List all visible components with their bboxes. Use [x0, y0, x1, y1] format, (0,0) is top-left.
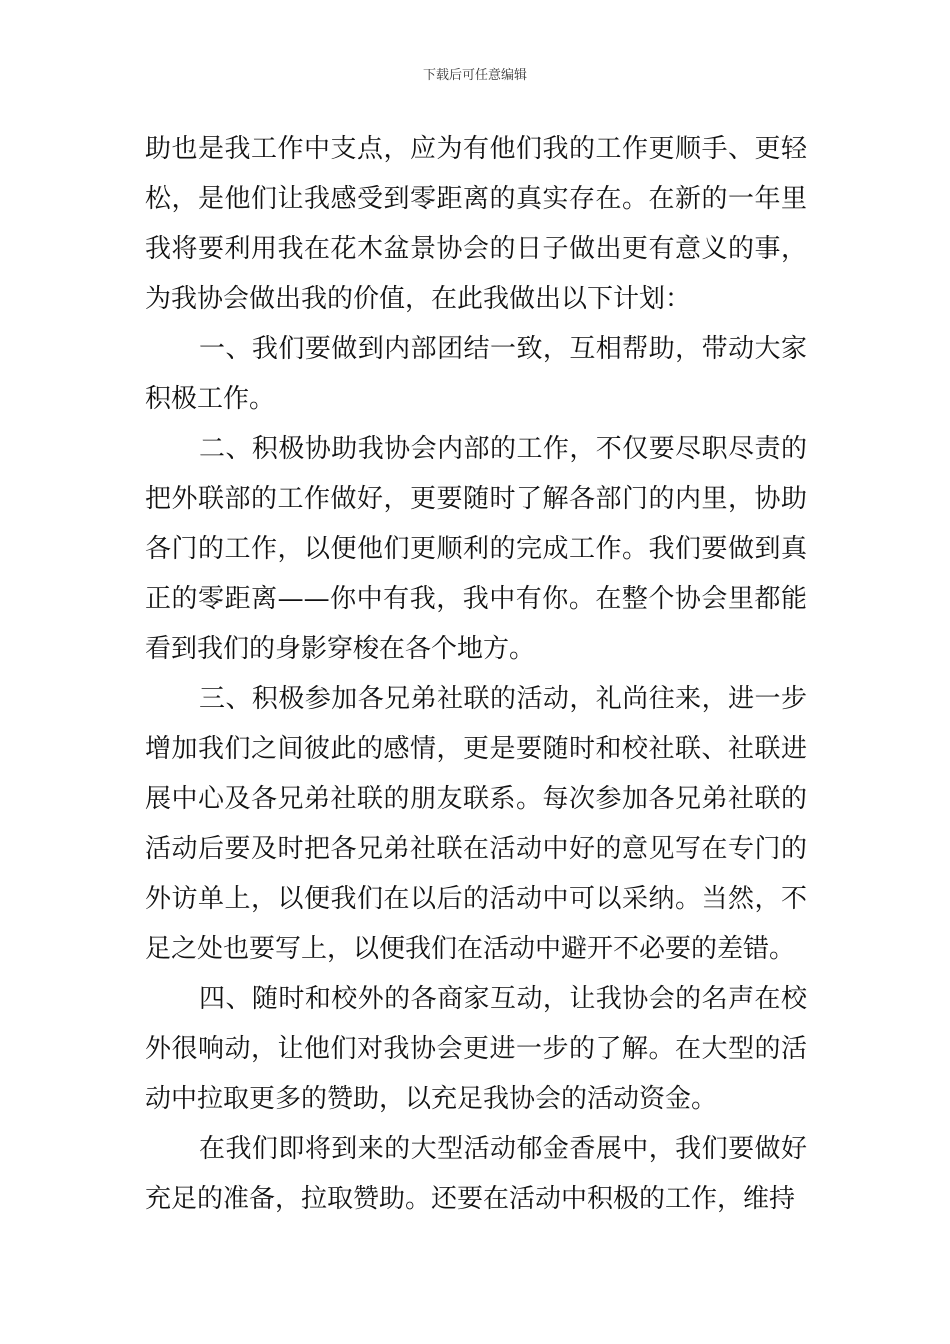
paragraph-plan-2: 二、积极协助我协会内部的工作，不仅要尽职尽责的把外联部的工作做好，更要随时了解各部门的内里，协助各门的工作，以便他们更顺利的完成工作。我们要做到真正的零距离——你中有我，我中有你。在整个协会里都能看到我们的身影穿梭在各个地方。 — [145, 434, 807, 664]
paragraph-plan-3: 三、积极参加各兄弟社联的活动，礼尚往来，进一步增加我们之间彼此的感情，更是要随时和校社联、社联进展中心及各兄弟社联的朋友联系。每次参加各兄弟社联的活动后要及时把各兄弟社联在活动中好的意见写在专门的外访单上，以便我们在以后的活动中可以采纳。当然，不足之处也要写上，以便我们在活动中避开不必要的差错。 — [145, 684, 807, 964]
paragraph-plan-4: 四、随时和校外的各商家互动，让我协会的名声在校外很响动，让他们对我协会更进一步的了解。在大型的活动中拉取更多的赞助，以充足我协会的活动资金。 — [145, 984, 807, 1114]
paragraph-tulip-exhibition: 在我们即将到来的大型活动郁金香展中，我们要做好充足的准备，拉取赞助。还要在活动中积极的工作，维持 — [145, 1134, 807, 1214]
paragraph-plan-1: 一、我们要做到内部团结一致，互相帮助，带动大家积极工作。 — [145, 334, 807, 414]
header-note: 下载后可任意编辑 — [422, 68, 527, 83]
document-body — [145, 124, 807, 1224]
paragraph-continuation: 助也是我工作中支点，应为有他们我的工作更顺手、更轻松，是他们让我感受到零距离的真实存在。在新的一年里我将要利用我在花木盆景协会的日子做出更有意义的事，为我协会做出我的价值，在此我做出以下计划： — [145, 134, 807, 314]
